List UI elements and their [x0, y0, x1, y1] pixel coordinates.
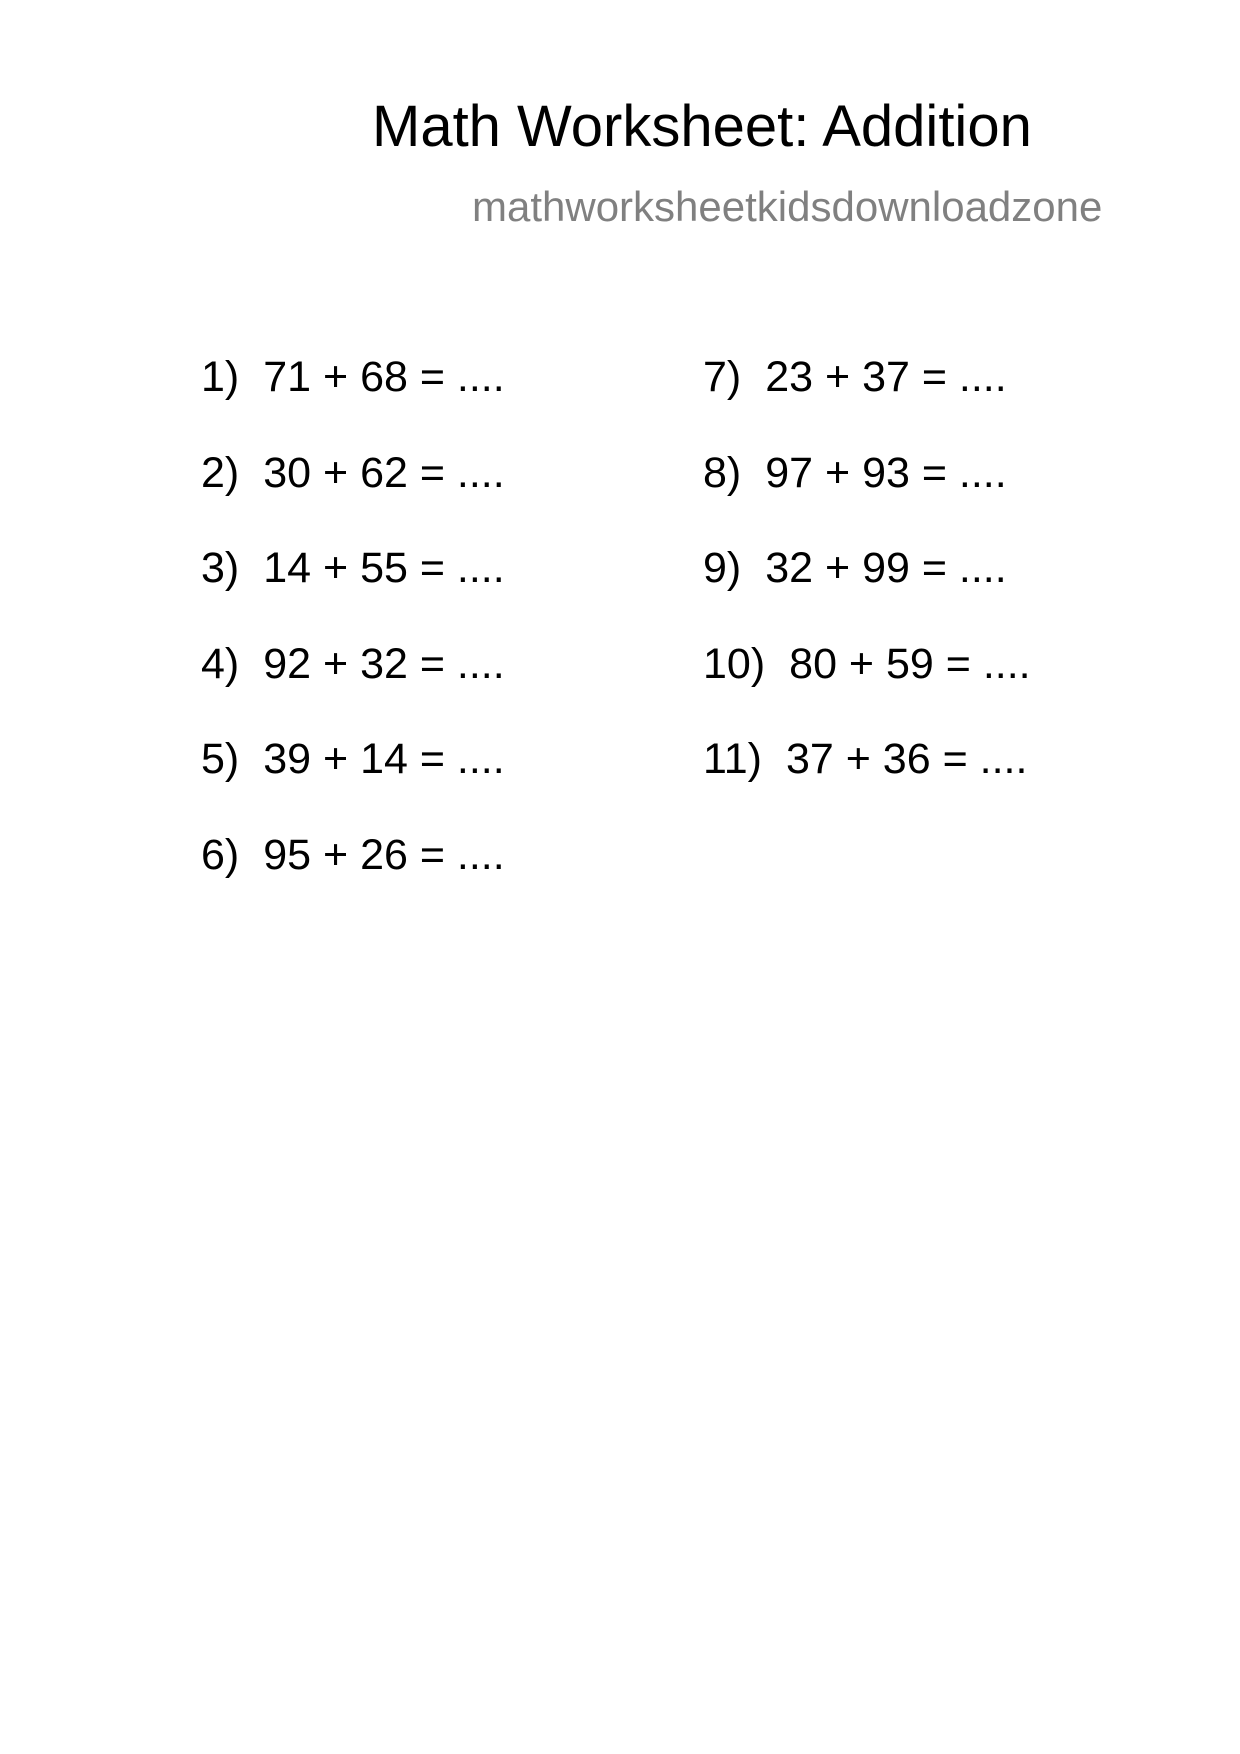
problem-expression: 14 + 55 = .... [263, 544, 505, 592]
problem-item [703, 448, 1031, 544]
problem-expression: 37 + 36 = .... [785, 735, 1028, 783]
problem-expression: 23 + 37 = .... [765, 353, 1007, 401]
problem-item [201, 543, 505, 639]
problem-number: 7) [703, 353, 742, 401]
problem-number: 2) [201, 448, 240, 497]
problem-expression: 71 + 68 = .... [263, 353, 505, 401]
problem-item [201, 352, 505, 448]
problem-number: 5) [201, 735, 240, 783]
problem-number: 10) [703, 639, 766, 688]
problem-item [703, 543, 1031, 639]
problem-number: 1) [201, 353, 240, 401]
problem-number: 3) [201, 544, 240, 592]
problem-item [703, 639, 1031, 735]
problem-expression: 30 + 62 = .... [263, 448, 505, 497]
page-title: Math Worksheet: Addition [372, 94, 1032, 159]
problem-number: 9) [703, 544, 742, 592]
problem-expression: 32 + 99 = .... [765, 544, 1007, 592]
problem-list-right [703, 352, 1031, 830]
problem-expression: 95 + 26 = .... [263, 830, 505, 879]
problem-number: 6) [201, 830, 240, 879]
problem-list-left [201, 352, 505, 925]
problem-number: 11) [703, 735, 762, 783]
problem-item [201, 448, 505, 544]
problem-item [703, 352, 1031, 448]
problem-expression: 92 + 32 = .... [263, 639, 505, 688]
problem-number: 4) [201, 639, 240, 688]
problem-expression: 39 + 14 = .... [263, 735, 505, 783]
problem-item [703, 734, 1031, 830]
problem-item [201, 830, 505, 926]
problem-expression: 80 + 59 = .... [789, 639, 1031, 688]
problem-number: 8) [703, 448, 742, 497]
page-subtitle: mathworksheetkidsdownloadzone [472, 183, 1103, 230]
problem-item [201, 734, 505, 830]
problem-item [201, 639, 505, 735]
problem-expression: 97 + 93 = .... [765, 448, 1007, 497]
